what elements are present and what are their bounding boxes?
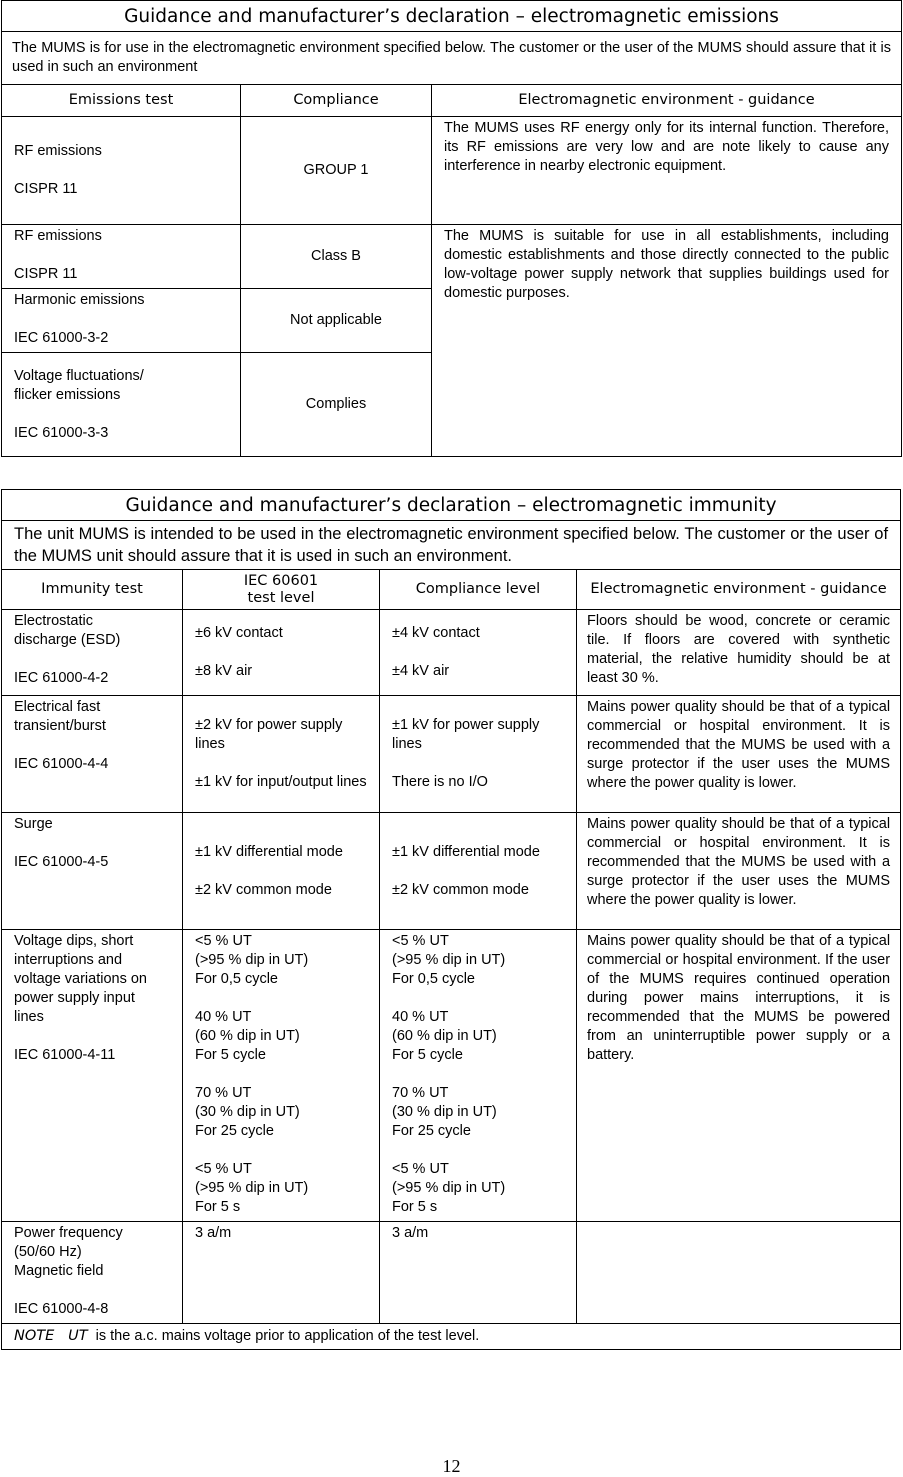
emissions-compliance-cell: Class B <box>241 225 432 289</box>
emissions-intro: The MUMS is for use in the electromagnetic environment specified below. The customer or the user of the MUMS should assure that it is used in such an environment <box>2 32 902 85</box>
emissions-test-cell: RF emissions CISPR 11 <box>2 225 241 289</box>
emissions-test-cell: Harmonic emissions IEC 61000-3-2 <box>2 289 241 353</box>
immunity-test-cell: Power frequency (50/60 Hz) Magnetic field IEC 61000-4-8 <box>2 1222 183 1324</box>
emissions-test-cell: RF emissions CISPR 11 <box>2 117 241 225</box>
emissions-header-compliance: Compliance <box>241 85 432 117</box>
immunity-test-cell: Voltage dips, short interruptions and voltage variations on power supply input lines IEC 61000-4-11 <box>2 930 183 1222</box>
emissions-guidance-cell: The MUMS uses RF energy only for its internal function. Therefore, its RF emissions are very low and are note likely to cause any interference in nearby electronic equipment. <box>432 117 902 225</box>
immunity-title: Guidance and manufacturer’s declaration – electromagnetic immunity <box>2 490 901 521</box>
immunity-guidance-cell: Mains power quality should be that of a typical commercial or hospital environment. It is recommended that the MUMS be used with a surge protector if the user uses the MUMS where the power quality is lower. <box>577 813 901 930</box>
immunity-compliance-cell: ±1 kV differential mode ±2 kV common mode <box>380 813 577 930</box>
immunity-compliance-cell: ±1 kV for power supply lines There is no I/O <box>380 696 577 813</box>
immunity-header-test: Immunity test <box>2 570 183 610</box>
immunity-test-cell: Electrostatic discharge (ESD) IEC 61000-4-2 <box>2 610 183 696</box>
immunity-compliance-cell: ±4 kV contact ±4 kV air <box>380 610 577 696</box>
immunity-guidance-cell: Mains power quality should be that of a typical commercial or hospital environment. It is recommended that the MUMS be used with a surge protector if the user uses the MUMS where the power quality is lower. <box>577 696 901 813</box>
immunity-header-compliance: Compliance level <box>380 570 577 610</box>
immunity-compliance-cell: 3 a/m <box>380 1222 577 1324</box>
immunity-level-cell: 3 a/m <box>183 1222 380 1324</box>
immunity-table <box>1 489 901 1350</box>
immunity-level-cell: ±1 kV differential mode ±2 kV common mode <box>183 813 380 930</box>
emissions-test-cell: Voltage fluctuations/ flicker emissions IEC 61000-3-3 <box>2 353 241 457</box>
emissions-compliance-cell: GROUP 1 <box>241 117 432 225</box>
page-number: 12 <box>442 1456 461 1476</box>
emissions-title: Guidance and manufacturer’s declaration – electromagnetic emissions <box>2 1 902 32</box>
emissions-compliance-cell: Complies <box>241 353 432 457</box>
immunity-header-guidance: Electromagnetic environment - guidance <box>577 570 901 610</box>
emissions-header-test: Emissions test <box>2 85 241 117</box>
immunity-guidance-cell: Mains power quality should be that of a typical commercial or hospital environment. If the user of the MUMS requires continued operation during power mains interruptions, it is recommended that the MUMS be powered from an uninterruptible power supply or a battery. <box>577 930 901 1222</box>
emissions-header-guidance: Electromagnetic environment - guidance <box>432 85 902 117</box>
immunity-level-cell: <5 % UT (>95 % dip in UT) For 0,5 cycle 40 % UT (60 % dip in UT) For 5 cycle 70 % UT (30 % dip in UT) For 25 cycle <5 % UT (>95 % dip in UT) For 5 s <box>183 930 380 1222</box>
immunity-level-cell: ±6 kV contact ±8 kV air <box>183 610 380 696</box>
immunity-test-cell: Surge IEC 61000-4-5 <box>2 813 183 930</box>
note-text: is the a.c. mains voltage prior to application of the test level. <box>87 1328 480 1344</box>
immunity-note <box>2 1324 901 1350</box>
immunity-intro: The unit MUMS is intended to be used in the electromagnetic environment specified below. The customer or the user of the MUMS unit should assure that it is used in such an environment. <box>2 521 901 570</box>
emissions-guidance-cell: The MUMS is suitable for use in all establishments, including domestic establishments and those directly connected to the public low-voltage power supply network that supplies buildings used for domestic purposes. <box>432 225 902 457</box>
emissions-compliance-cell: Not applicable <box>241 289 432 353</box>
immunity-guidance-cell <box>577 1222 901 1324</box>
immunity-guidance-cell: Floors should be wood, concrete or ceramic tile. If floors are covered with synthetic material, the relative humidity should be at least 30 %. <box>577 610 901 696</box>
immunity-compliance-cell: <5 % UT (>95 % dip in UT) For 0,5 cycle 40 % UT (60 % dip in UT) For 5 cycle 70 % UT (30 % dip in UT) For 25 cycle <5 % UT (>95 % dip in UT) For 5 s <box>380 930 577 1222</box>
note-label: NOTE UT <box>14 1328 88 1344</box>
immunity-header-level: IEC 60601 test level <box>183 570 380 610</box>
immunity-test-cell: Electrical fast transient/burst IEC 61000-4-4 <box>2 696 183 813</box>
emissions-table <box>1 0 902 457</box>
immunity-level-cell: ±2 kV for power supply lines ±1 kV for input/output lines <box>183 696 380 813</box>
